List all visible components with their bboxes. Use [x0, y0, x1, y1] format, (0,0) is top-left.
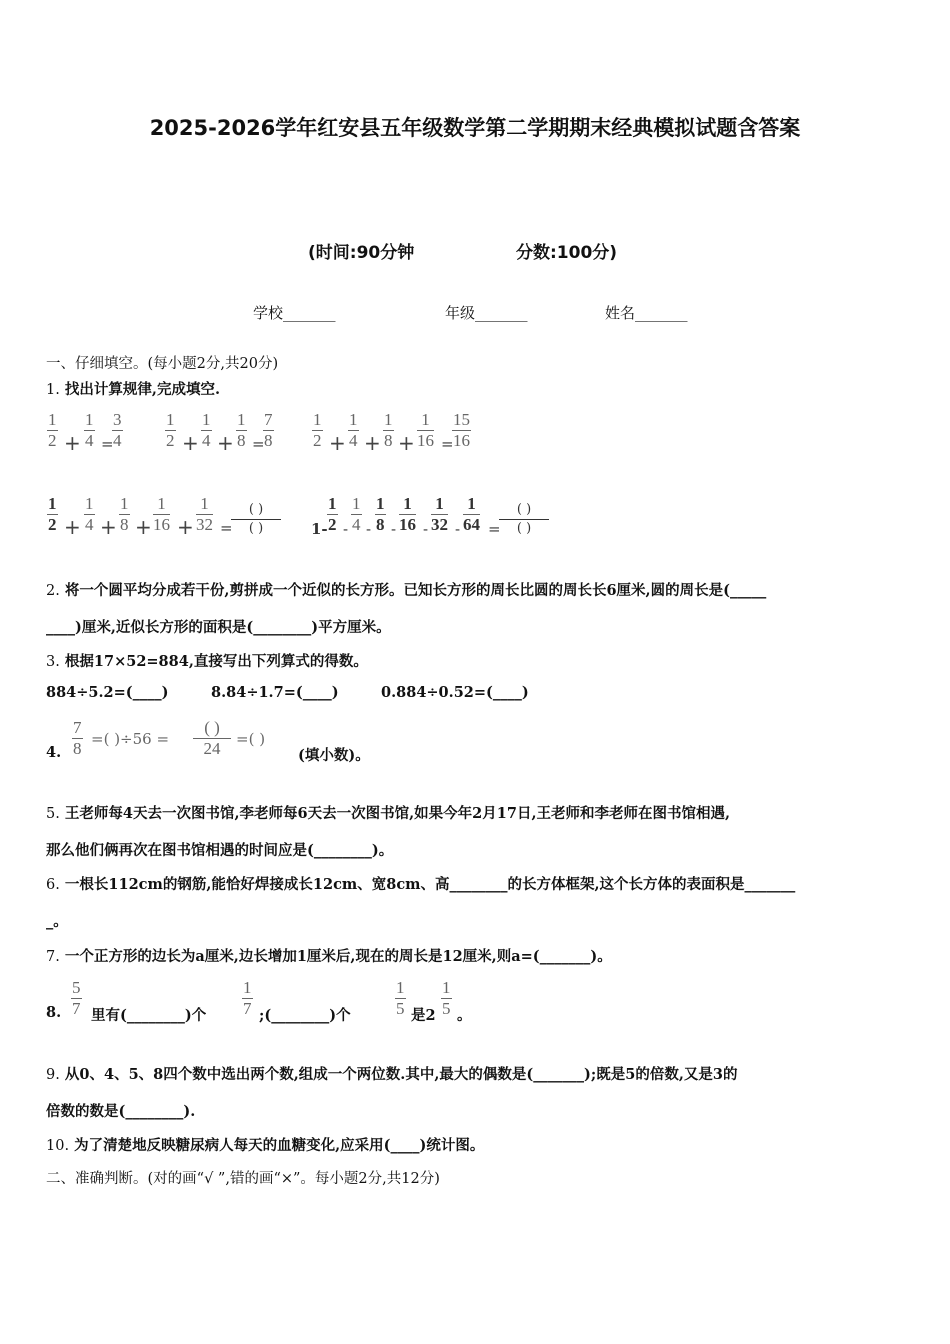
question-number: 4. — [46, 744, 62, 761]
fraction: $\frac{1}{32}$ — [431, 494, 448, 534]
q3-item-a: 884÷5.2=(____) — [46, 684, 169, 701]
fraction: $\frac{1}{8}$ — [120, 494, 129, 534]
plus-sign: + — [64, 515, 81, 539]
question-number: 9. — [46, 1067, 60, 1083]
question-5-cont: 那么他们俩再次在图书馆相遇的时间应是(________)。 — [46, 842, 394, 859]
question-number: 2. — [46, 583, 60, 599]
question-number: 5. — [46, 806, 60, 822]
plus-sign: + — [135, 515, 152, 539]
time-label: (时间:90分钟 — [308, 243, 415, 263]
section-1-heading: 一、仔细填空。(每小题2分,共20分) — [46, 356, 279, 372]
fraction: $\frac{1}{2}$ — [328, 494, 337, 534]
question-3 — [46, 650, 368, 671]
plus-sign: + — [329, 431, 346, 455]
q8-text-2: ;(________)个 — [259, 1007, 351, 1024]
equals-sign: = — [441, 435, 454, 453]
fraction: $\frac{1}{2}$ — [313, 410, 322, 450]
fraction: $\frac{1}{4}$ — [85, 410, 94, 450]
grade-field: 年级_______ — [445, 304, 528, 322]
plus-sign: + — [398, 431, 415, 455]
question-number: 10. — [46, 1138, 70, 1154]
fraction: $\frac{1}{16}$ — [153, 494, 170, 534]
plus-sign: + — [182, 431, 199, 455]
question-number: 8. — [46, 1004, 62, 1021]
fraction: ( ) 24 — [193, 718, 231, 759]
answer-blank-fraction[interactable]: ( ) ( ) — [231, 501, 281, 538]
fraction: $\frac{7}{8}$ — [73, 718, 82, 758]
q4-answer: =( ) — [236, 730, 266, 748]
fraction: $\frac{1}{8}$ — [376, 494, 385, 534]
fraction: $\frac{1}{4}$ — [85, 494, 94, 534]
score-label: 分数:100分) — [516, 243, 618, 263]
plus-sign: + — [217, 431, 234, 455]
fraction: $\frac{1}{32}$ — [196, 494, 213, 534]
fraction: $\frac{5}{7}$ — [72, 978, 81, 1018]
fraction: $\frac{3}{4}$ — [113, 410, 122, 450]
q8-text-4: 。 — [457, 1007, 472, 1024]
question-2-cont: ____)厘米,近似长方形的面积是(________)平方厘米。 — [46, 619, 391, 636]
minus-sign: - — [455, 520, 461, 538]
question-9-cont: 倍数的数是(________). — [46, 1103, 196, 1120]
fraction: $\frac{1}{16}$ — [399, 494, 416, 534]
plus-sign: + — [364, 431, 381, 455]
plus-sign: + — [100, 515, 117, 539]
q8-text-1: 里有(________)个 — [91, 1007, 207, 1024]
q3-item-b: 8.84÷1.7=(____) — [211, 684, 339, 701]
question-6-cont: _。 — [46, 913, 68, 930]
fraction: $\frac{1}{8}$ — [384, 410, 393, 450]
fraction: $\frac{1}{2}$ — [166, 410, 175, 450]
minus-sign: - — [366, 520, 372, 538]
question-text: 为了清楚地反映糖尿病人每天的血糖变化,应采用(____)统计图。 — [74, 1137, 485, 1154]
question-text: 根据17×52=884,直接写出下列算式的得数。 — [64, 653, 368, 670]
one-minus: 1- — [311, 520, 328, 538]
fraction: $\frac{1}{8}$ — [237, 410, 246, 450]
fraction: $\frac{1}{2}$ — [48, 494, 57, 534]
equals-sign: = — [252, 435, 265, 453]
q8-text-3: 是2 — [411, 1007, 436, 1024]
question-10 — [46, 1134, 484, 1155]
section-2-heading: 二、准确判断。(对的画“√ ”,错的画“×”。每小题2分,共12分) — [46, 1171, 440, 1187]
fraction: $\frac{1}{4}$ — [349, 410, 358, 450]
fraction: $\frac{1}{7}$ — [243, 978, 252, 1018]
question-text: 王老师每4天去一次图书馆,李老师每6天去一次图书馆,如果今年2月17日,王老师和李老师在图书馆相遇, — [64, 805, 731, 822]
plus-sign: + — [177, 515, 194, 539]
fraction: $\frac{1}{5}$ — [442, 978, 451, 1018]
question-number: 3. — [46, 654, 60, 670]
minus-sign: - — [343, 520, 349, 538]
question-2 — [46, 579, 766, 600]
answer-blank-fraction[interactable]: ( ) ( ) — [499, 501, 549, 538]
q4-middle: =( )÷56 = — [91, 730, 170, 748]
question-text: 一根长112cm的钢筋,能恰好焊接成长12cm、宽8cm、高________的长方体框架,这个长方体的表面积是_______ — [64, 876, 796, 893]
question-text: 找出计算规律,完成填空. — [64, 381, 221, 398]
question-text: 将一个圆平均分成若干份,剪拼成一个近似的长方形。已知长方形的周长比圆的周长长6厘米,圆的周长是(_____ — [64, 582, 767, 599]
q3-item-c: 0.884÷0.52=(____) — [381, 684, 529, 701]
question-7 — [46, 945, 612, 966]
question-number: 6. — [46, 877, 60, 893]
fraction: $\frac{1}{4}$ — [202, 410, 211, 450]
question-9 — [46, 1063, 737, 1084]
fraction: $\frac{1}{4}$ — [352, 494, 361, 534]
minus-sign: - — [423, 520, 429, 538]
question-number: 7. — [46, 949, 60, 965]
minus-sign: - — [391, 520, 397, 538]
fraction: $\frac{1}{5}$ — [396, 978, 405, 1018]
fraction: $\frac{7}{8}$ — [264, 410, 273, 450]
school-field: 学校_______ — [253, 304, 336, 322]
plus-sign: + — [64, 431, 81, 455]
question-1 — [46, 378, 220, 399]
equals-sign: = — [220, 519, 233, 537]
fraction: $\frac{1}{2}$ — [48, 410, 57, 450]
question-6 — [46, 873, 795, 894]
equals-sign: = — [488, 520, 501, 538]
equals-sign: = — [101, 435, 114, 453]
q4-hint: (填小数)。 — [298, 747, 370, 764]
page-title: 2025-2026学年红安县五年级数学第二学期期末经典模拟试题含答案 — [149, 116, 801, 140]
fraction: $\frac{1}{64}$ — [463, 494, 480, 534]
question-number: 1. — [46, 382, 60, 398]
question-text: 一个正方形的边长为a厘米,边长增加1厘米后,现在的周长是12厘米,则a=(_______)。 — [64, 948, 612, 965]
name-field: 姓名_______ — [605, 304, 688, 322]
question-text: 从0、4、5、8四个数中选出两个数,组成一个两位数.其中,最大的偶数是(_______);既是5的倍数,又是3的 — [64, 1066, 738, 1083]
fraction: $\frac{1}{16}$ — [417, 410, 434, 450]
fraction: $\frac{15}{16}$ — [453, 410, 470, 450]
question-5 — [46, 802, 730, 823]
